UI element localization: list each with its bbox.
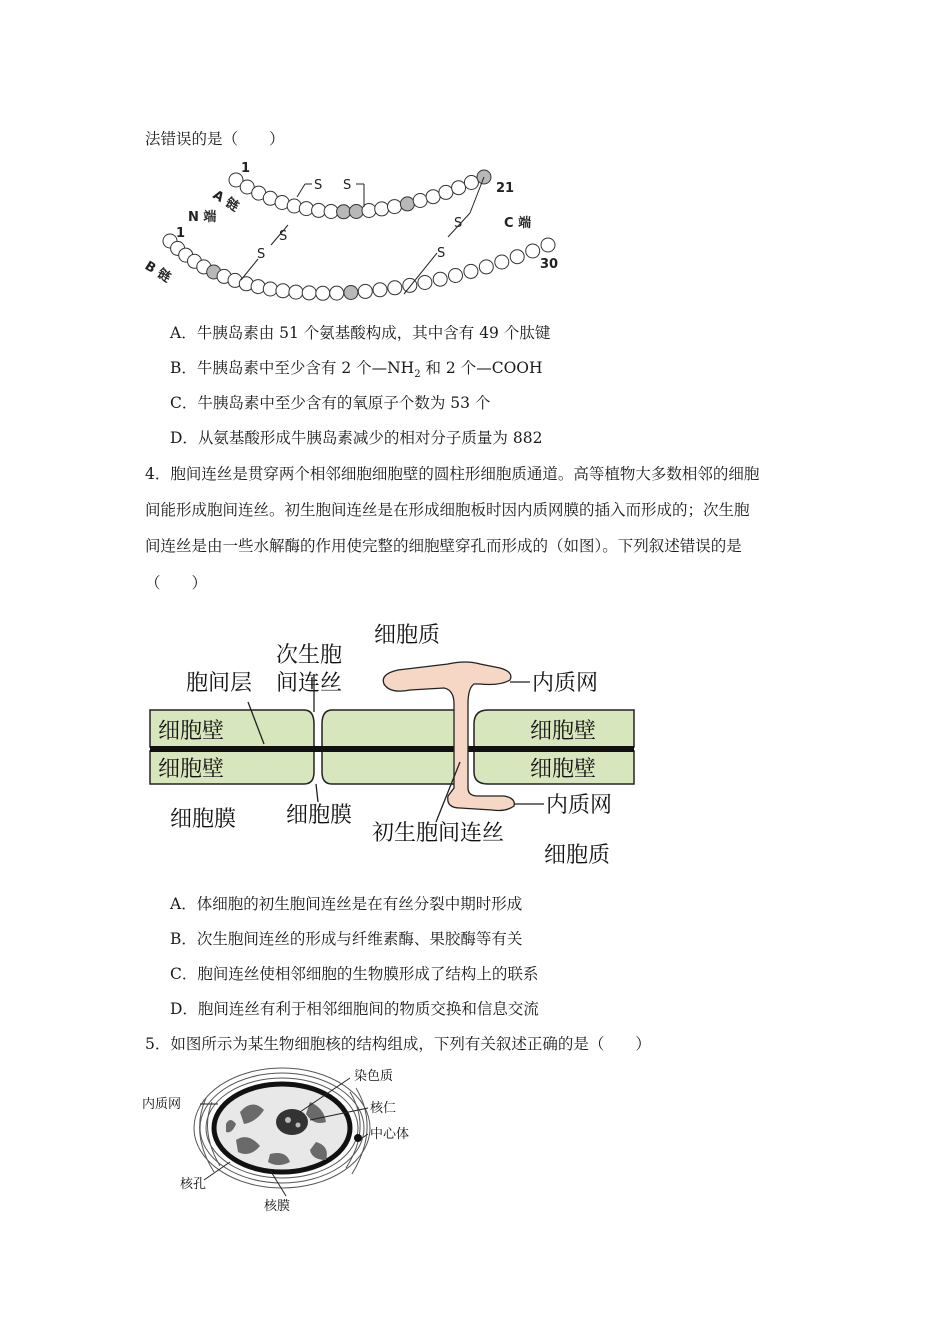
b30-label: 30: [540, 257, 559, 272]
q5-stem: 5．如图所示为某生物细胞核的结构组成，下列有关叙述正确的是（ ）: [145, 1035, 651, 1053]
b-chain-bead-13: [289, 285, 303, 299]
s-atom-1: S: [314, 178, 323, 193]
label-secondary-2: 间连丝: [276, 671, 343, 696]
label-wall-ur: 细胞壁: [530, 719, 597, 744]
b-chain-bead-29: [526, 244, 540, 258]
a-chain-bead-18: [439, 185, 453, 199]
label-centrosome: 中心体: [370, 1127, 410, 1142]
a-chain-bead-11: [349, 205, 363, 219]
a-chain-bead-6: [287, 199, 301, 213]
label-er: 内质网: [142, 1097, 182, 1112]
q3-option-c[interactable]: C．牛胰岛素中至少含有的氧原子个数为 53 个: [170, 394, 491, 412]
a-chain-bead-7: [299, 202, 313, 216]
label-er-bottom: 内质网: [546, 793, 613, 818]
label-wall-ll: 细胞壁: [158, 757, 225, 782]
label-nucleolus: 核仁: [370, 1101, 397, 1116]
a-chain-beads: [229, 170, 491, 219]
s-atom-4: S: [279, 229, 288, 244]
a-chain-label: A 链: [209, 187, 242, 216]
centrosome: [354, 1134, 362, 1142]
b-chain-bead-14: [302, 286, 316, 300]
b-chain-bead-18: [358, 284, 372, 298]
q3-option-b-pre: B．牛胰岛素中至少含有 2 个—NH: [170, 359, 415, 377]
label-cytoplasm-top: 细胞质: [374, 623, 441, 648]
label-chromatin: 染色质: [354, 1069, 394, 1084]
label-primary: 初生胞间连丝: [372, 821, 505, 846]
label-middle-lamella: 胞间层: [186, 671, 253, 696]
q3-option-b[interactable]: [170, 357, 543, 386]
s-atom-2: S: [343, 178, 352, 193]
membrane-mid-pointer: [316, 784, 318, 802]
b-chain-bead-16: [330, 286, 344, 300]
insulin-figure: [140, 155, 570, 310]
q3-option-a[interactable]: A．牛胰岛素由 51 个氨基酸构成，其中含有 49 个肽键: [170, 324, 551, 342]
label-secondary-1: 次生胞: [276, 643, 343, 668]
a-chain-bead-16: [413, 194, 427, 208]
b-chain-bead-23: [433, 272, 447, 286]
s-atom-3: S: [257, 247, 266, 262]
middle-lamella: [150, 746, 634, 752]
label-membrane-mid: 细胞膜: [286, 803, 353, 828]
b-chain-beads: [163, 234, 555, 300]
c-end-label: C 端: [504, 216, 532, 231]
s-atom-5: S: [437, 246, 446, 261]
q4-option-d[interactable]: D．胞间连丝有利于相邻细胞间的物质交换和信息交流: [170, 1000, 539, 1018]
q3-option-b-post: 和 2 个—COOH: [420, 359, 543, 377]
b-chain-bead-30: [541, 238, 555, 252]
n-end-label: N 端: [188, 210, 217, 225]
nucleus-figure: [140, 1062, 430, 1222]
a-chain-bead-9: [324, 205, 338, 219]
b-chain-bead-10: [251, 280, 265, 294]
label-er-top: 内质网: [532, 671, 599, 696]
label-membrane-left: 细胞膜: [170, 807, 237, 832]
q3-option-d[interactable]: D．从氨基酸形成牛胰岛素减少的相对分子质量为 882: [170, 429, 543, 447]
label-cytoplasm-bottom: 细胞质: [544, 843, 611, 868]
label-pore: 核孔: [180, 1177, 207, 1192]
a-chain-bead-14: [388, 200, 402, 214]
nucleolus: [276, 1109, 308, 1135]
a-chain-bead-20: [464, 176, 478, 190]
b-chain-bead-28: [510, 250, 524, 264]
q4-stem-line-2: 间能形成胞间连丝。初生胞间连丝是在形成细胞板时因内质网膜的插入而形成的；次生胞: [145, 501, 750, 519]
q3-stem-tail: 法错误的是（ ）: [145, 130, 285, 148]
q4-option-a[interactable]: A．体细胞的初生胞间连丝是在有丝分裂中期时形成: [170, 895, 523, 913]
a-chain-bead-19: [452, 181, 466, 195]
b-chain-bead-15: [316, 286, 330, 300]
q3-option-b-sub: 2: [414, 369, 421, 381]
q4-stem-line-4: （ ）: [145, 574, 208, 592]
a-chain-bead-8: [312, 203, 326, 217]
b-chain-bead-27: [495, 255, 509, 269]
b1-label: 1: [176, 226, 186, 241]
plasmodesmata-figure: [148, 612, 638, 872]
b-chain-label: B 链: [141, 258, 174, 286]
b-chain-bead-12: [276, 284, 290, 298]
label-wall-lr: 细胞壁: [530, 757, 597, 782]
b-chain-bead-24: [449, 269, 463, 283]
a21-label: 21: [496, 181, 515, 196]
b-chain-bead-11: [263, 282, 277, 296]
label-wall-ul: 细胞壁: [158, 719, 225, 744]
a-chain-bead-17: [426, 190, 440, 204]
q4-stem-line-1: 4．胞间连丝是贯穿两个相邻细胞细胞壁的圆柱形细胞质通道。高等植物大多数相邻的细胞: [145, 465, 760, 483]
b-chain-bead-26: [479, 260, 493, 274]
a-chain-bead-15: [400, 197, 414, 211]
a-chain-bead-10: [337, 205, 351, 219]
b-chain-bead-22: [418, 276, 432, 290]
b-chain-bead-19: [373, 283, 387, 297]
q4-stem-line-3: 间连丝是由一些水解酶的作用使完整的细胞壁穿孔而形成的（如图）。下列叙述错误的是: [145, 537, 742, 555]
b-chain-bead-25: [464, 264, 478, 278]
a1-label: 1: [241, 161, 251, 176]
b-chain-bead-20: [388, 281, 402, 295]
s-atom-6: S: [454, 216, 463, 231]
q4-option-b[interactable]: B．次生胞间连丝的形成与纤维素酶、果胶酶等有关: [170, 930, 523, 948]
b-chain-bead-17: [344, 286, 358, 300]
label-envelope: 核膜: [264, 1199, 291, 1214]
a-chain-bead-13: [375, 202, 389, 216]
q4-option-c[interactable]: C．胞间连丝使相邻细胞的生物膜形成了结构上的联系: [170, 965, 539, 983]
